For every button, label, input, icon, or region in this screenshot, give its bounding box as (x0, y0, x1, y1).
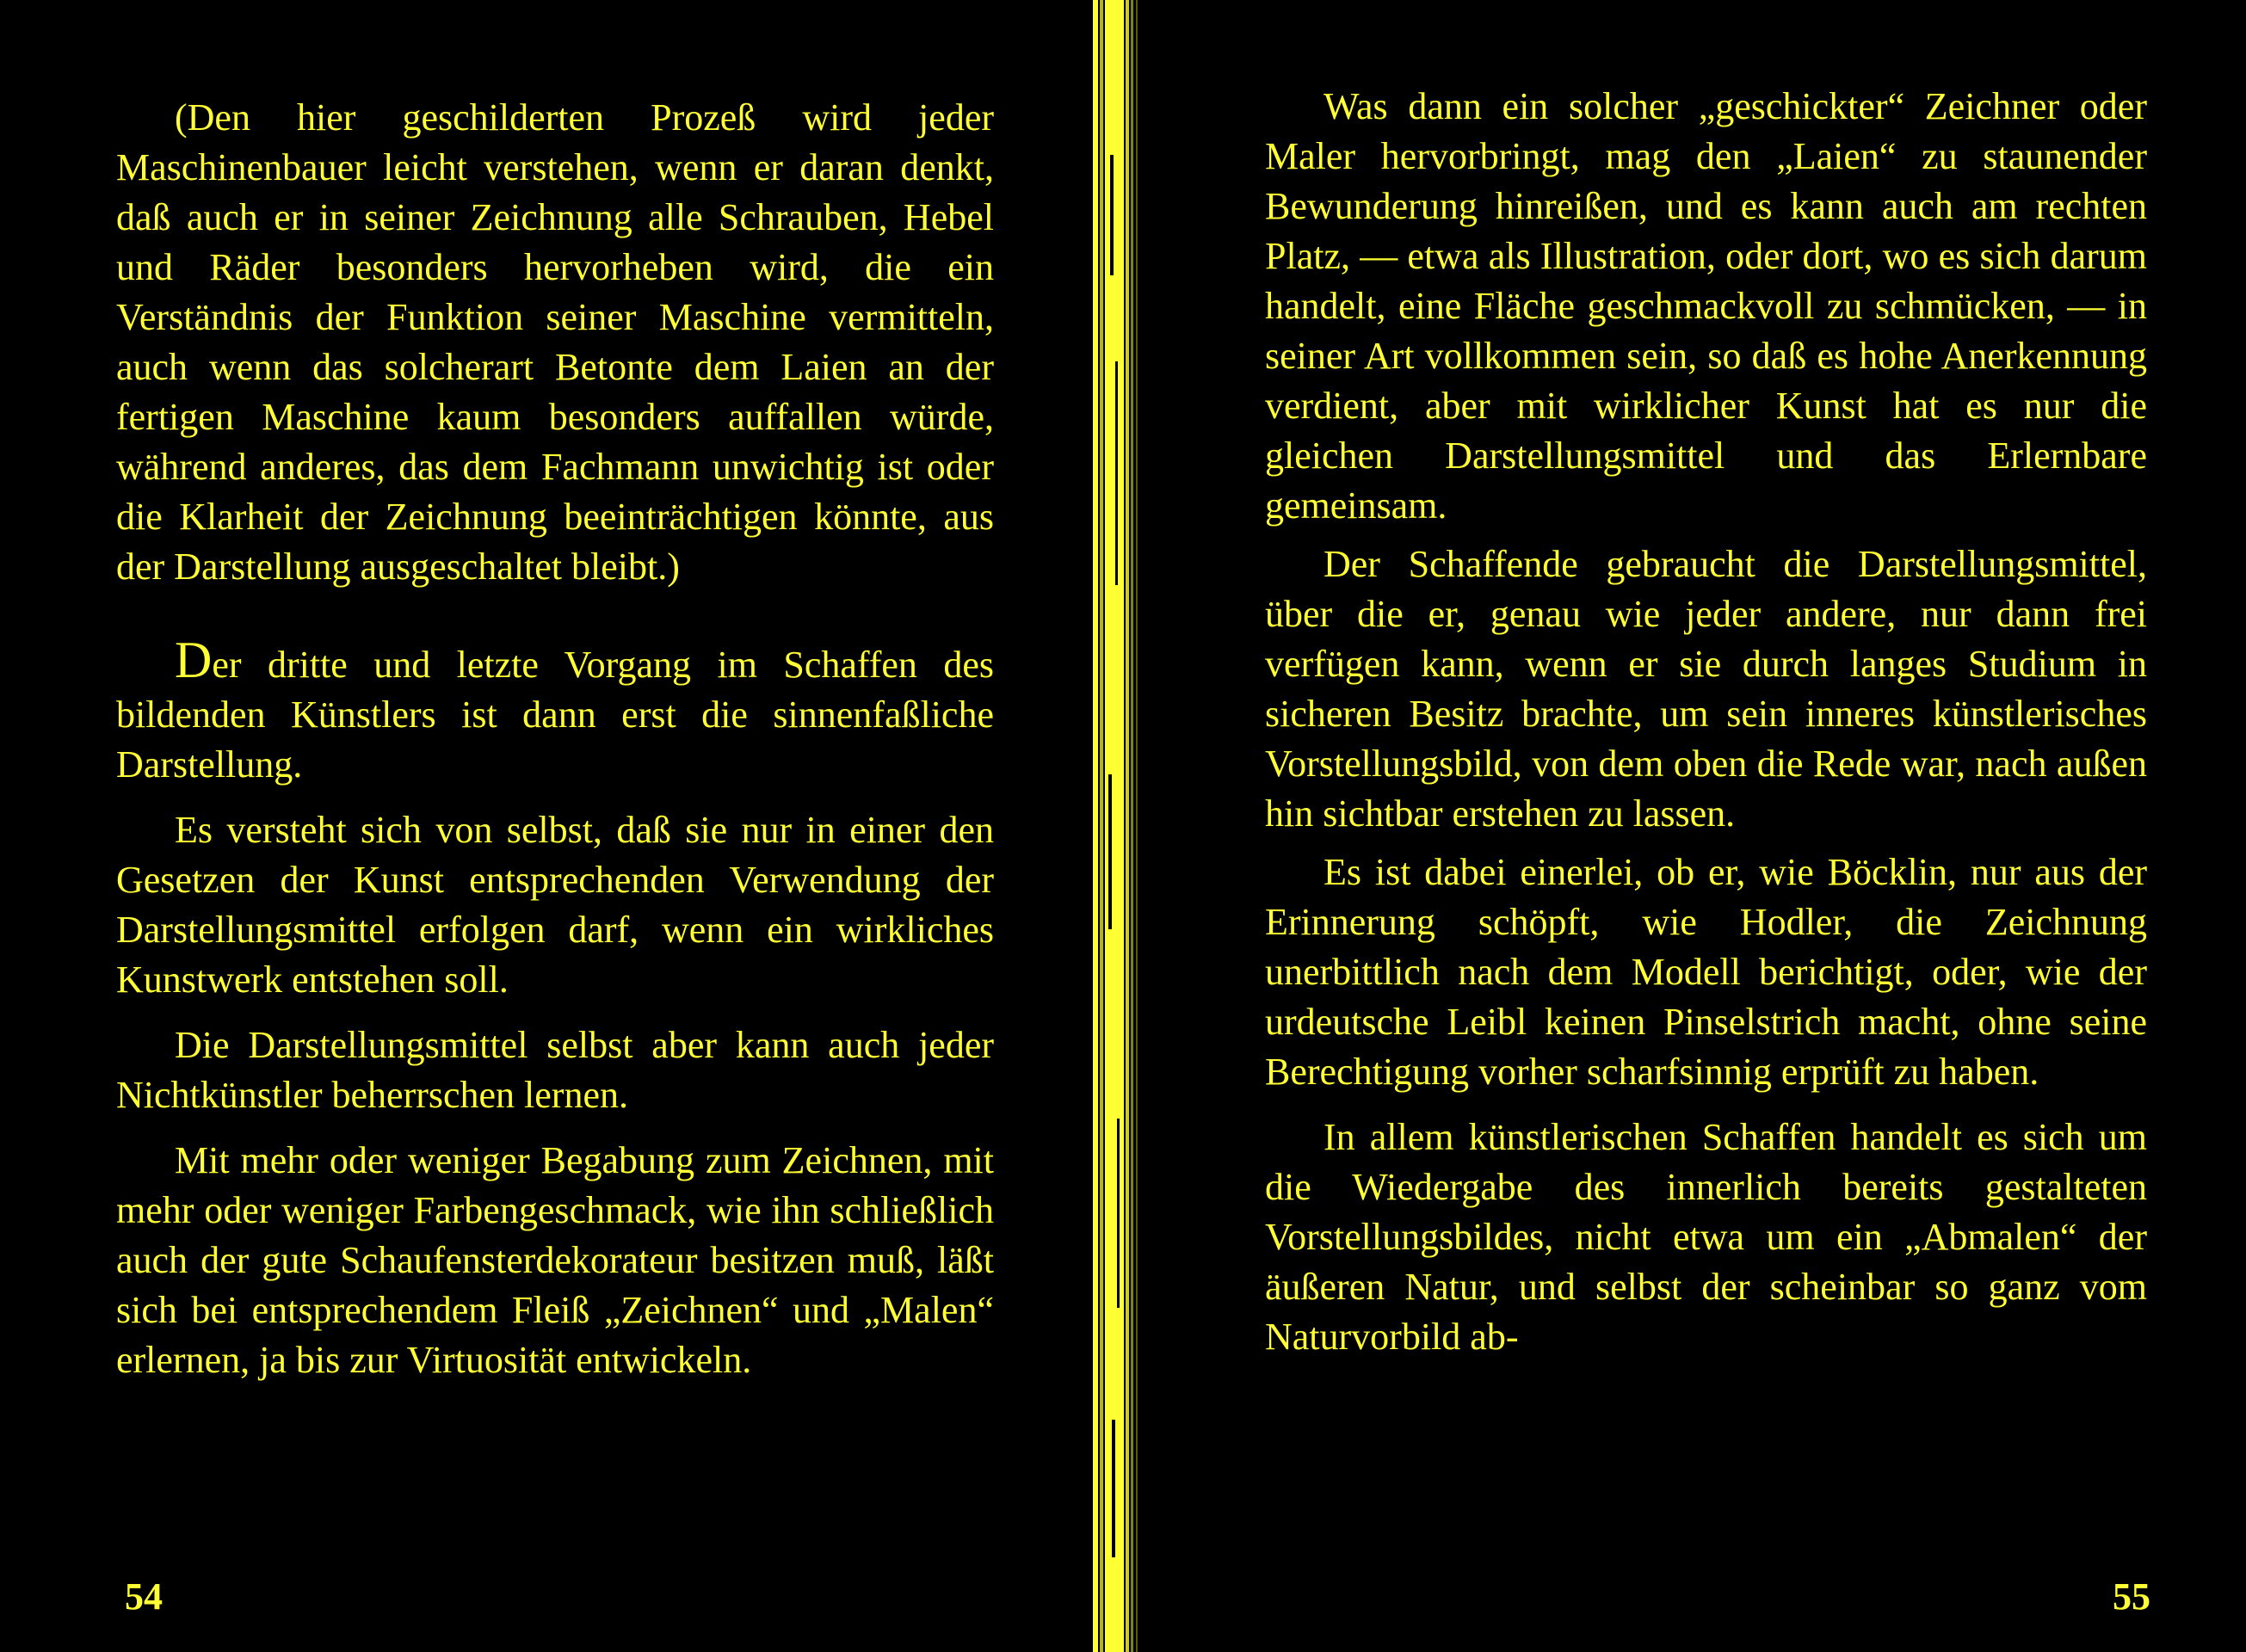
paragraph-geschickter-zeichner: Was dann ein solcher „geschickter“ Zeichner oder Maler hervorbringt, mag den „Laien“ zu staunender Bewunderung hinreißen, und es kann auch am rechten Platz, — etwa als Illustration, oder dort, wo es sich darum handelt, eine Fläche geschmackvoll zu schmücken, — in seiner Art vollkommen sein, so daß es hohe Anerkennung verdient, aber mit wirklicher Kunst hat es nur die gleichen Darstellungsmittel und das Erlernbare gemeinsam. (1265, 85, 2147, 527)
paragraph-darstellungsmittel: Die Darstellungsmittel selbst aber kann auch jeder Nichtkünstler beherrschen lernen. (116, 1024, 994, 1116)
book-gutter (1091, 0, 1143, 1652)
right-page (1145, 0, 2246, 1652)
paragraph-dritter-vorgang-text: er dritte und letzte Vorgang im Schaffen des bildenden Künstlers ist dann erst die sinnenfaßliche Darstellung. (116, 644, 994, 786)
paragraph-der-schaffende: Der Schaffende gebraucht die Darstellungsmittel, über die er, genau wie jeder andere, nur dann frei verfügen kann, wenn er sie durch langes Studium in sicheren Besitz brachte, um sein inneres künstlerisches Vorstellungsbild, von dem oben die Rede war, nach außen hin sichtbar erstehen zu lassen. (1265, 543, 2147, 835)
page-number-left: 54 (125, 1575, 163, 1618)
paragraph-boecklin-hodler: Es ist dabei einerlei, ob er, wie Böcklin, nur aus der Erinnerung schöpft, wie Hodler, die Zeichnung unerbittlich nach dem Modell berichtigt, oder, wie der urdeutsche Leibl keinen Pinselstrich macht, ohne seine Berechtigung vorher scharfsinnig erprüft zu haben. (1265, 851, 2147, 1093)
paragraph-dritter-vorgang (116, 632, 994, 790)
dropcap: D (175, 632, 213, 688)
right-page-text (1265, 82, 2147, 1362)
page-number-right: 55 (2113, 1575, 2150, 1618)
left-page-text (116, 93, 994, 1385)
left-page (0, 0, 1093, 1652)
paragraph-begabung: Mit mehr oder weniger Begabung zum Zeichnen, mit mehr oder weniger Farbengeschmack, wie ihn schließlich auch der gute Schaufensterdekorateur besitzen muß, läßt sich bei entsprechendem Fleiß „Zeichnen“ und „Malen“ erlernen, ja bis zur Virtuosität entwickeln. (116, 1139, 994, 1381)
paragraph-gesetze-der-kunst: Es versteht sich von selbst, daß sie nur in einer den Gesetzen der Kunst entsprechenden Verwendung der Darstellungsmittel erfolgen darf, wenn ein wirkliches Kunstwerk entstehen soll. (116, 809, 994, 1001)
paragraph-kuenstlerisches-schaffen: In allem künstlerischen Schaffen handelt es sich um die Wiedergabe des innerlich bereits gestalteten Vorstellungsbildes, nicht etwa um ein „Abmalen“ der äußeren Natur, und selbst der scheinbar so ganz vom Naturvorbild ab- (1265, 1116, 2147, 1358)
paragraph-maschinenbauer: (Den hier geschilderten Prozeß wird jeder Maschinenbauer leicht verstehen, wenn er daran denkt, daß auch er in seiner Zeichnung alle Schrauben, Hebel und Räder besonders hervorheben wird, die ein Verständnis der Funktion seiner Maschine vermitteln, auch wenn das solcherart Betonte dem Laien an der fertigen Maschine kaum besonders auffallen würde, während anderes, das dem Fachmann unwichtig ist oder die Klarheit der Zeichnung beeinträchtigen könnte, aus der Darstellung ausgeschaltet bleibt.) (116, 96, 994, 588)
